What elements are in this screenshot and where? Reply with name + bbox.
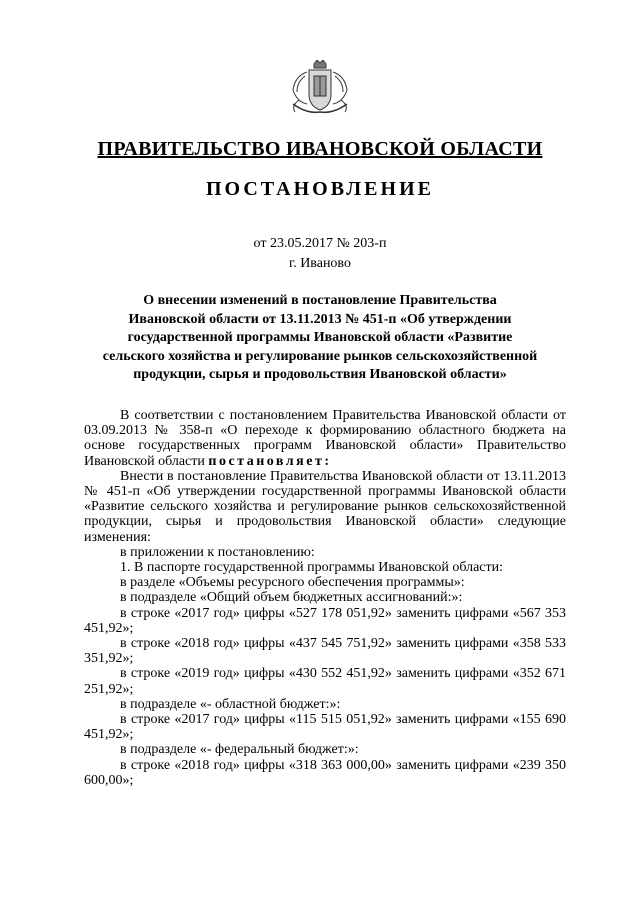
paragraph: в приложении к постановлению:	[120, 544, 315, 560]
paragraph: в подразделе «Общий объем бюджетных ассигнований:»:	[120, 590, 463, 606]
title-line: Ивановской области от 13.11.2013 № 451-п «Об утверждении	[128, 311, 512, 327]
paragraph: в разделе «Объемы ресурсного обеспечения программы»:	[120, 575, 465, 591]
paragraph: в подразделе «- федеральный бюджет:»:	[120, 742, 359, 758]
paragraph: в строке «2018 год» цифры «318 363 000,00» заменить цифрами «239 350 600,00»;	[84, 757, 566, 788]
preamble-text: В соответствии с постановлением Правительства Ивановской области от 03.09.2013 № 358-п «О переходе к формированию областного бюджета на основе государственных программ Ивановской области» Правительство Ивановской области	[84, 408, 566, 469]
document-title	[60, 292, 580, 385]
paragraph: 1. В паспорте государственной программы Ивановской области:	[120, 560, 504, 576]
paragraph: в строке «2017 год» цифры «527 178 051,92» заменить цифрами «567 353 451,92»;	[84, 605, 566, 636]
document-type: ПОСТАНОВЛЕНИЕ	[206, 178, 434, 200]
paragraph: Внести в постановление Правительства Ивановской области от 13.11.2013 № 451-п «Об утверждении государственной программы Ивановской области «Развитие сельского хозяйства и регулирование рынков сельскохозяйственной продукции, сырья и продовольствия Ивановской области» следующие изменения:	[84, 468, 566, 545]
document-body	[84, 408, 566, 788]
preamble-paragraph	[84, 408, 566, 469]
paragraph: в подразделе «- областной бюджет:»:	[120, 696, 341, 712]
title-line: сельского хозяйства и регулирование рынков сельскохозяйственной	[102, 348, 538, 364]
organization-name: ПРАВИТЕЛЬСТВО ИВАНОВСКОЙ ОБЛАСТИ	[97, 138, 543, 160]
city: г. Иваново	[289, 256, 351, 271]
title-line: О внесении изменений в постановление Правительства	[143, 293, 497, 308]
paragraph: в строке «2019 год» цифры «430 552 451,92» заменить цифрами «352 671 251,92»;	[84, 666, 566, 697]
paragraph: в строке «2017 год» цифры «115 515 051,92» заменить цифрами «155 690 451,92»;	[84, 712, 566, 743]
resolves-word: постановляет:	[208, 453, 332, 469]
coat-of-arms-emblem	[287, 60, 353, 116]
title-line: продукции, сырья и продовольствия Ивановской области»	[133, 367, 507, 382]
date-number: от 23.05.2017 № 203-п	[253, 236, 387, 251]
paragraph: в строке «2018 год» цифры «437 545 751,92» заменить цифрами «358 533 351,92»;	[84, 636, 566, 667]
title-line: государственной программы Ивановской области «Развитие	[127, 330, 513, 345]
